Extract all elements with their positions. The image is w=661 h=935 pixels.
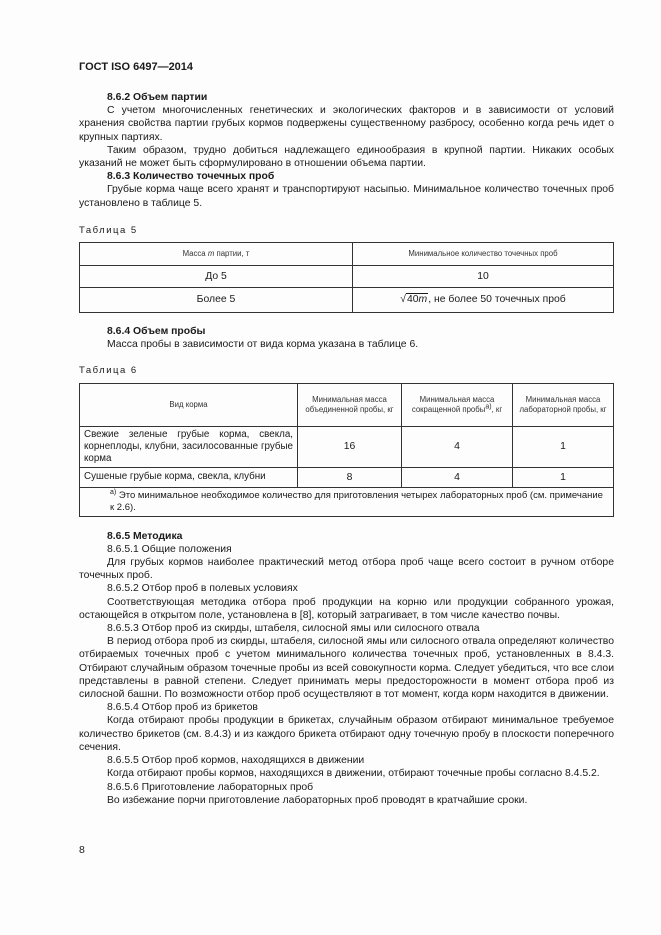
document-header: ГОСТ ISO 6497—2014 xyxy=(79,61,194,73)
paragraph: Для грубых кормов наиболее практический метод отбора проб чаще всего состоит в ручном отборе точечных проб. xyxy=(79,557,614,582)
table-header-cell: Масса m партии, т xyxy=(80,243,353,266)
table-cell: 10 xyxy=(353,266,614,288)
subsection-title: 8.6.5.4 Отбор проб из брикетов xyxy=(107,702,258,714)
table-row xyxy=(80,266,614,288)
table-cell: 16 xyxy=(298,426,402,467)
table-5 xyxy=(79,242,614,313)
paragraph: Грубые корма чаще всего хранят и транспортируют насыпью. Минимальное количество точечных проб установлено в таблице 5. xyxy=(79,184,614,209)
table-cell: 1 xyxy=(513,426,614,467)
table-header-cell: Минимальная масса объединенной пробы, кг xyxy=(298,383,402,426)
subsection-title: 8.6.5.1 Общие положения xyxy=(107,543,232,555)
table-header-cell: Минимальное количество точечных проб xyxy=(353,243,614,266)
paragraph: Когда отбирают пробы кормов, находящихся в движении, отбирают точечные пробы согласно 8.4.5.2. xyxy=(107,768,600,780)
table-cell: √40m, не более 50 точечных проб xyxy=(353,288,614,313)
section-title-862: 8.6.2 Объем партии xyxy=(107,92,208,103)
paragraph: Таким образом, трудно добиться надлежащего единообразия в крупной партии. Никаких особых указаний не может быть сформулировано в отношении объема партии. xyxy=(79,144,614,170)
paragraph: Масса пробы в зависимости от вида корма указана в таблице 6. xyxy=(107,339,419,351)
table-cell: Более 5 xyxy=(80,288,353,313)
table-cell: 4 xyxy=(402,426,513,467)
table-caption: Таблица 5 xyxy=(79,224,138,236)
table-cell: 4 xyxy=(402,467,513,487)
table-cell: Сушеные грубые корма, свекла, клубни xyxy=(80,467,298,487)
subsection-title: 8.6.5.6 Приготовление лабораторных проб xyxy=(107,781,314,793)
paragraph: В период отбора проб из скирды, штабеля, силосной ямы или силосного отвала определяют количество отбираемых точечных проб с учетом минимального количества точечных проб, установленных в 8.4.3. Отбирают случайным образом точечные пробы из всей совокупности корма. Следует убедиться, что все слои представлены в равной степени. Следует принимать меры предосторожности в момент отбора проб из силосной башни. По возможности отбор проб осуществляют в тот момент, когда корм находится в движении. xyxy=(79,636,614,701)
sqrt-expression: 40m xyxy=(406,294,428,306)
table-cell: Свежие зеленые грубые корма, свекла, корнеплоды, клубни, засилосованные грубые корма xyxy=(80,426,298,467)
table-header-cell: Минимальная масса сокращенной пробы$^{а)}$, кг xyxy=(402,383,513,426)
page-number: 8 xyxy=(79,844,85,856)
table-6 xyxy=(79,383,614,517)
table-footnote: $^{а)}$ Это минимальное необходимое количество для приготовления четырех лабораторных проб (см. примечание к 2.6). xyxy=(80,487,614,516)
table-caption: Таблица 6 xyxy=(79,365,138,377)
paragraph: Во избежание порчи приготовление лабораторных проб проводят в кратчайшие сроки. xyxy=(107,794,528,806)
paragraph: С учетом многочисленных генетических и экологических факторов и в зависимости от условий хранения свойства партии грубых кормов подвержены существенному разбросу, особенно когда речь идет о крупных партиях. xyxy=(79,105,614,143)
paragraph: Соответствующая методика отбора проб продукции на корню или продукции собранного урожая, остающейся в открытом поле, установлена в [8], который затрагивает, в том числе качество почвы. xyxy=(79,596,614,621)
section-title-863: 8.6.3 Количество точечных проб xyxy=(107,171,275,183)
table-row xyxy=(80,426,614,467)
table-footnote-row xyxy=(80,487,614,516)
subsection-title: 8.6.5.2 Отбор проб в полевых условиях xyxy=(107,583,298,595)
table-header-cell: Минимальная масса лабораторной пробы, кг xyxy=(513,383,614,426)
page-content xyxy=(79,91,614,807)
table-row xyxy=(80,467,614,487)
subsection-title: 8.6.5.3 Отбор проб из скирды, штабеля, силосной ямы или силосного отвала xyxy=(107,623,480,635)
section-title-865: 8.6.5 Методика xyxy=(107,530,183,542)
table-cell: 8 xyxy=(298,467,402,487)
section-title-864: 8.6.4 Объем пробы xyxy=(107,326,206,338)
table-cell: 1 xyxy=(513,467,614,487)
table-header-cell: Вид корма xyxy=(80,383,298,426)
paragraph: Когда отбирают пробы продукции в брикетах, случайным образом отбирают минимальное требуемое количество брикетов (см. 8.4.3) и из каждого брикета отбирают одну точечную пробу в плоскости поперечного сечения. xyxy=(79,715,614,753)
subsection-title: 8.6.5.5 Отбор проб кормов, находящихся в движении xyxy=(107,755,365,767)
table-cell: До 5 xyxy=(80,266,353,288)
table-row xyxy=(80,288,614,313)
